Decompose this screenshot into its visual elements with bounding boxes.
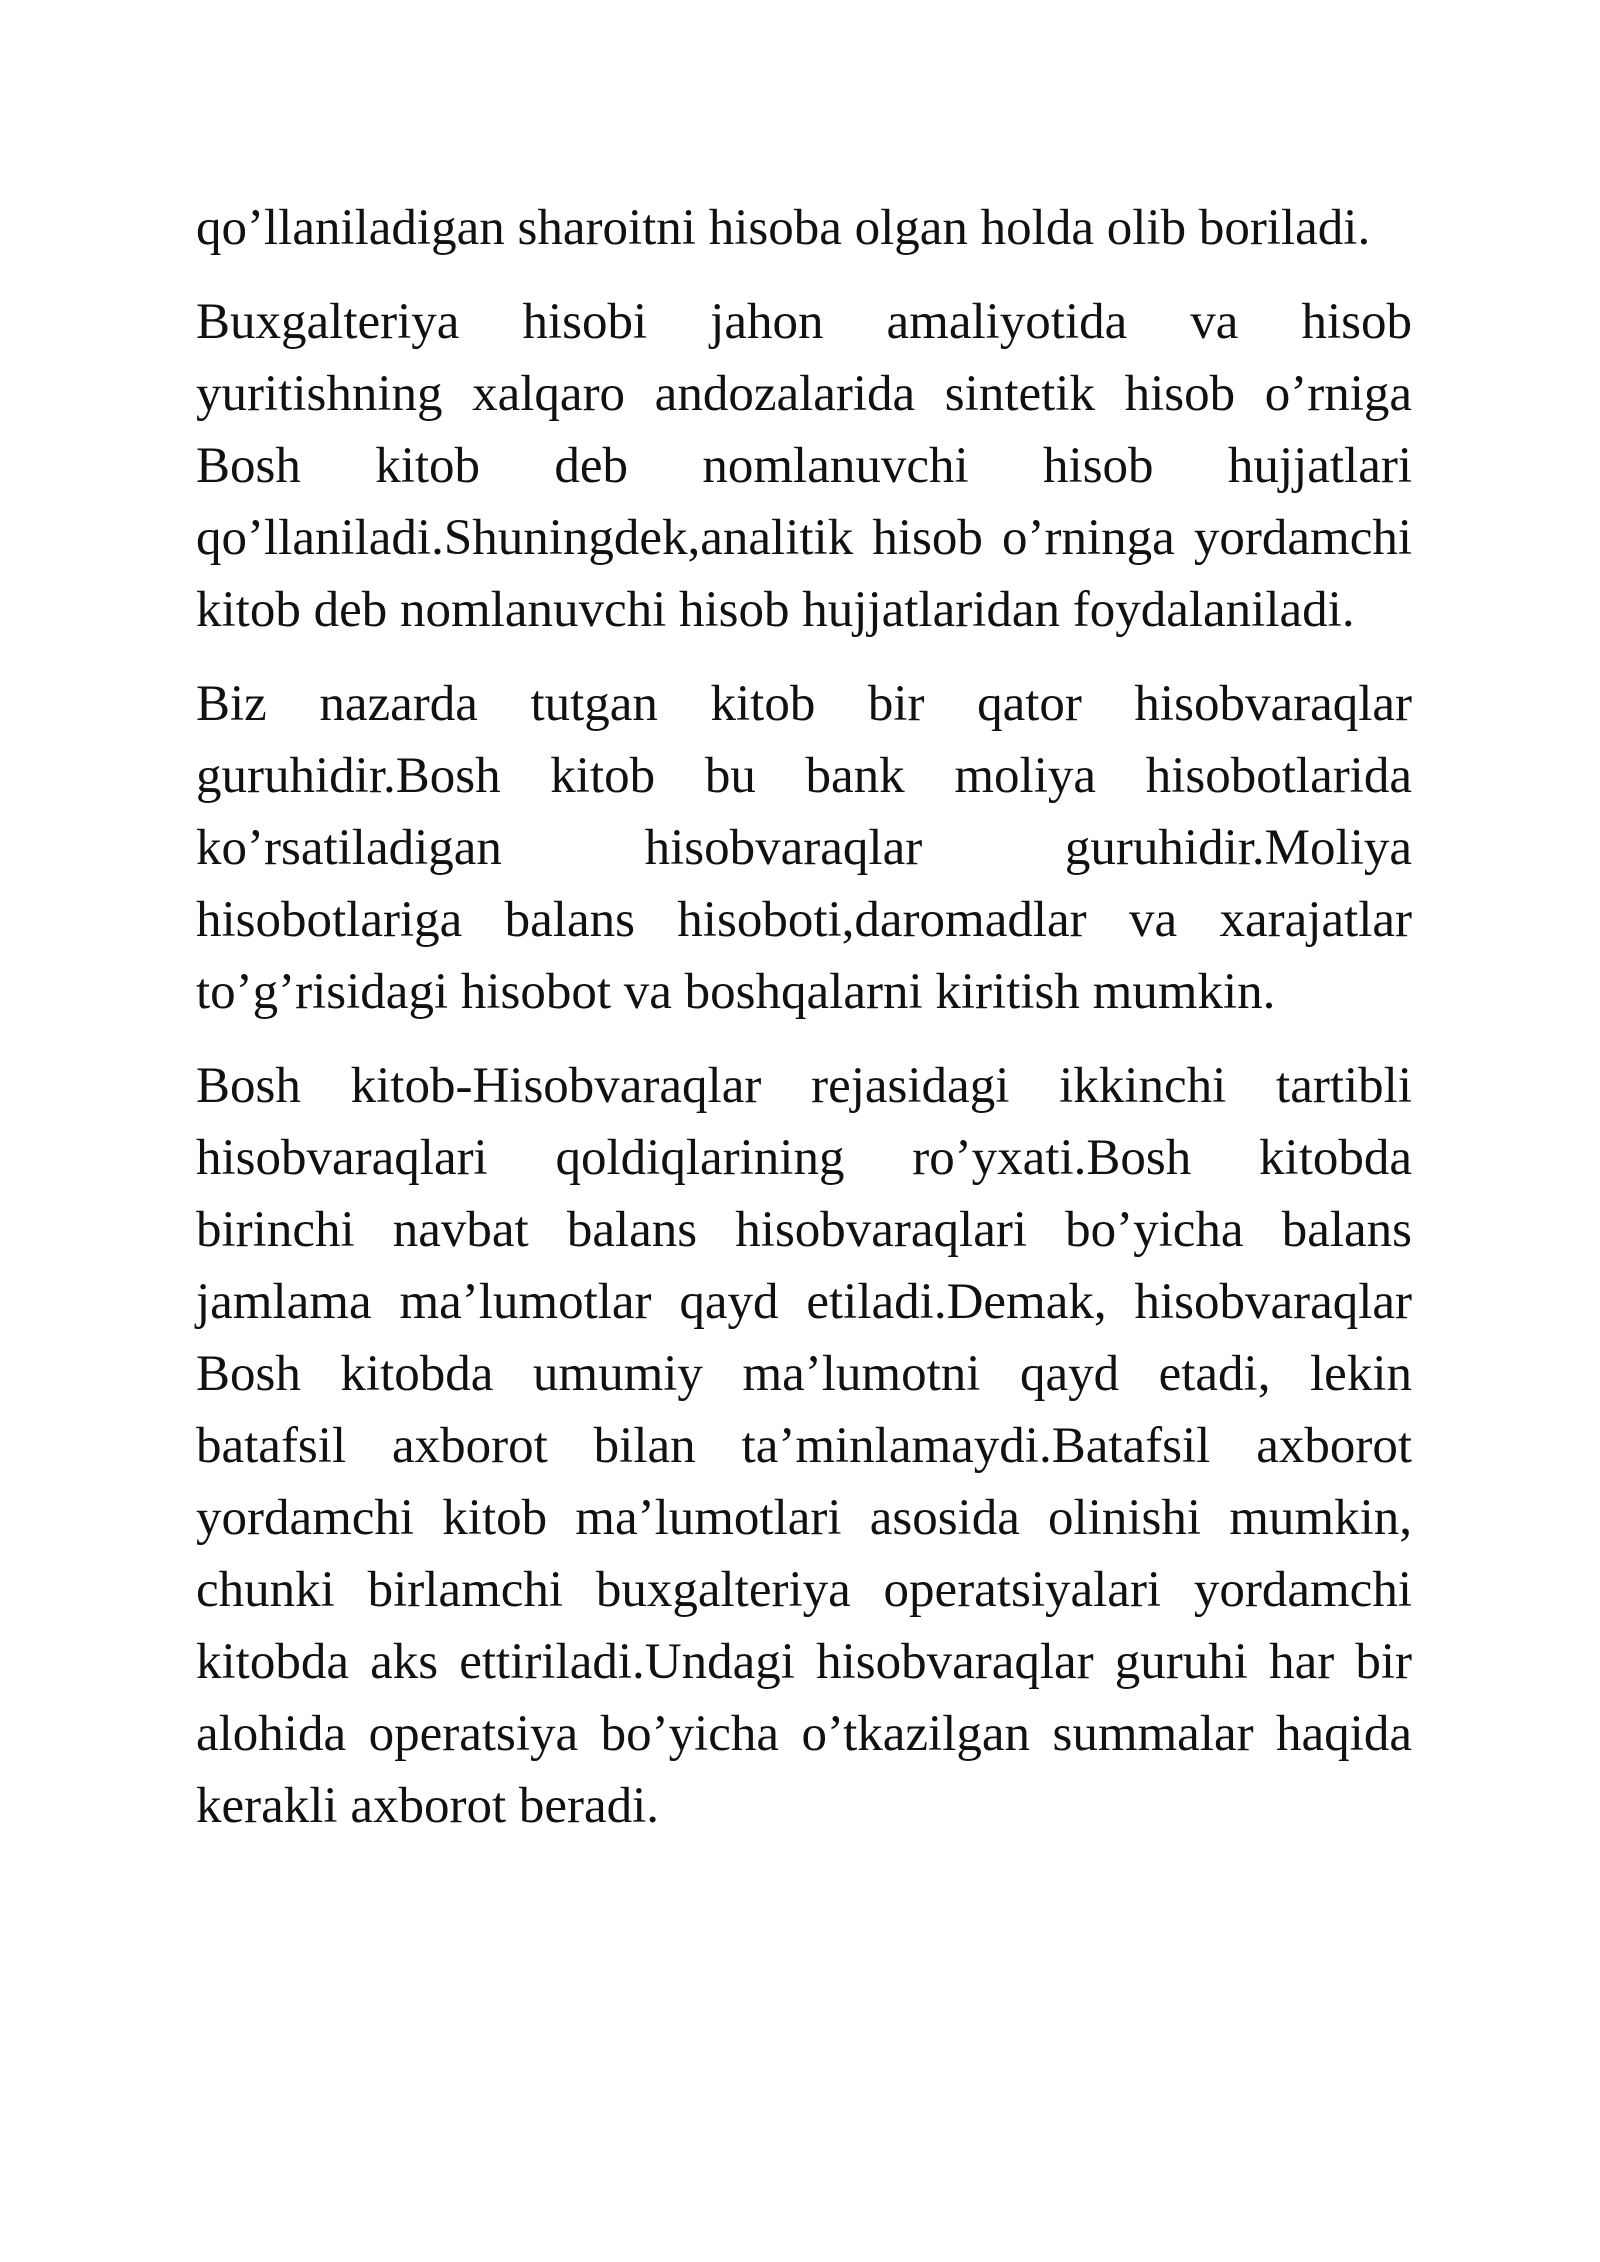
paragraph-1: qo’llaniladigan sharoitni hisoba olgan holda olib boriladi.	[196, 200, 1371, 256]
paragraph-3: Biz nazarda tutgan kitob bir qator hisobvaraqlar guruhidir.Bosh kitob bu bank moliya hisobotlarida ko’rsatiladigan hisobvaraqlar guruhidir.Moliya hisobotlariga balans hisoboti,daromadlar va xarajatlar to’g’risidagi hisobot va boshqalarni kiritish mumkin.	[196, 676, 1412, 1020]
document-body	[196, 192, 1412, 1864]
paragraph-2: Buxgalteriya hisobi jahon amaliyotida va hisob yuritishning xalqaro andozalarida sintetik hisob o’rniga Bosh kitob deb nomlanuvchi hisob hujjatlari qo’llaniladi.Shuningdek,analitik hisob o’rninga yordamchi kitob deb nomlanuvchi hisob hujjatlaridan foydalaniladi.	[196, 294, 1412, 638]
paragraph-4: Bosh kitob-Hisobvaraqlar rejasidagi ikkinchi tartibli hisobvaraqlari qoldiqlarining ro’yxati.Bosh kitobda birinchi navbat balans hisobvaraqlari bo’yicha balans jamlama ma’lumotlar qayd etiladi.Demak, hisobvaraqlar Bosh kitobda umumiy ma’lumotni qayd etadi, lekin batafsil axborot bilan ta’minlamaydi.Batafsil axborot yordamchi kitob ma’lumotlari asosida olinishi mumkin, chunki birlamchi buxgalteriya operatsiyalari yordamchi kitobda aks ettiriladi.Undagi hisobvaraqlar guruhi har bir alohida operatsiya bo’yicha o’tkazilgan summalar haqida kerakli axborot beradi.	[196, 1058, 1412, 1834]
